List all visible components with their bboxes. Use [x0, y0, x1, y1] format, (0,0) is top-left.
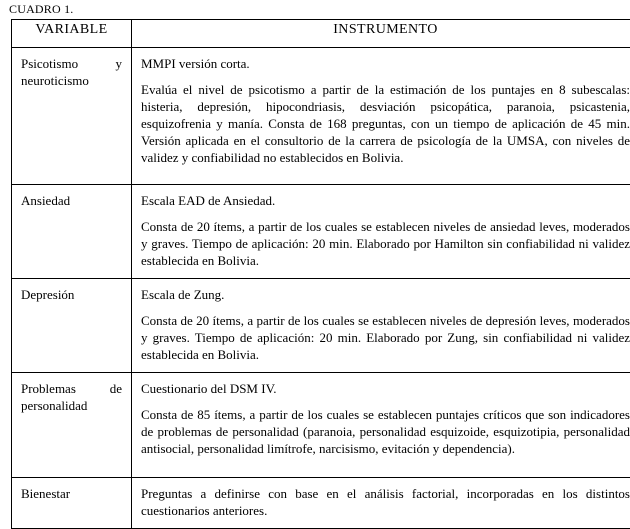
variable-cell: Psicotismo y neuroticismo: [12, 48, 132, 185]
instrument-title: Cuestionario del DSM IV.: [141, 380, 630, 397]
instrument-title: Escala EAD de Ansiedad.: [141, 192, 630, 209]
table-caption: CUADRO 1.: [9, 2, 622, 16]
instrument-cell: [132, 185, 630, 279]
instrument-description: Consta de 20 ítems, a partir de los cuales se establecen niveles de ansiedad leves, moderados y graves. Tiempo de aplicación: 20 min. Elaborado por Hamilton sin confiabilidad ni validez establecida en Bolivia.: [141, 218, 630, 269]
variable-cell: Bienestar: [12, 478, 132, 529]
instrument-title: MMPI versión corta.: [141, 55, 630, 72]
variable-cell: Ansiedad: [12, 185, 132, 279]
header-variable: VARIABLE: [12, 20, 132, 48]
instrument-description: Preguntas a definirse con base en el análisis factorial, incorporadas en los distintos cuestionarios anteriores.: [141, 485, 630, 519]
header-instrumento: INSTRUMENTO: [132, 20, 630, 48]
instrument-title: Escala de Zung.: [141, 286, 630, 303]
instrument-cell: [132, 48, 630, 185]
instrument-description: Evalúa el nivel de psicotismo a partir de la estimación de los puntajes en 8 subescalas: histeria, depresión, hipocondriasis, desviación psicopática, paranoia, psicastenia, esquizofrenia y manía. Consta de 168 preguntas, con un tiempo de aplicación de 45 min. Versión aplicada en el consultorio de la carrera de psicología de la UMSA, con niveles de validez y confiabilidad no establecidos en Bolivia.: [141, 81, 630, 166]
instrument-cell: [132, 373, 630, 478]
variable-cell: Problemas de personalidad: [12, 373, 132, 478]
table-row: [12, 48, 630, 185]
table-row: [12, 373, 630, 478]
table-row: [12, 279, 630, 373]
variables-instruments-table: [11, 19, 630, 529]
variable-cell: Depresión: [12, 279, 132, 373]
instrument-description: Consta de 20 ítems, a partir de los cuales se establecen niveles de depresión leves, moderados y graves. Tiempo de aplicación: 20 min. Elaborado por Zung, sin confiabilidad ni validez establecida en Bolivia.: [141, 312, 630, 363]
header-row: [12, 20, 630, 48]
instrument-cell: [132, 279, 630, 373]
table-head: [12, 20, 630, 48]
table-row: [12, 185, 630, 279]
instrument-cell: [132, 478, 630, 529]
table-body: [12, 48, 630, 529]
table-row: [12, 478, 630, 529]
instrument-description: Consta de 85 ítems, a partir de los cuales se establecen puntajes críticos que son indicadores de problemas de personalidad (paranoia, personalidad esquizoide, esquizotipia, personalidad antisocial, personalidad limítrofe, narcisismo, evitación y dependencia).: [141, 406, 630, 457]
